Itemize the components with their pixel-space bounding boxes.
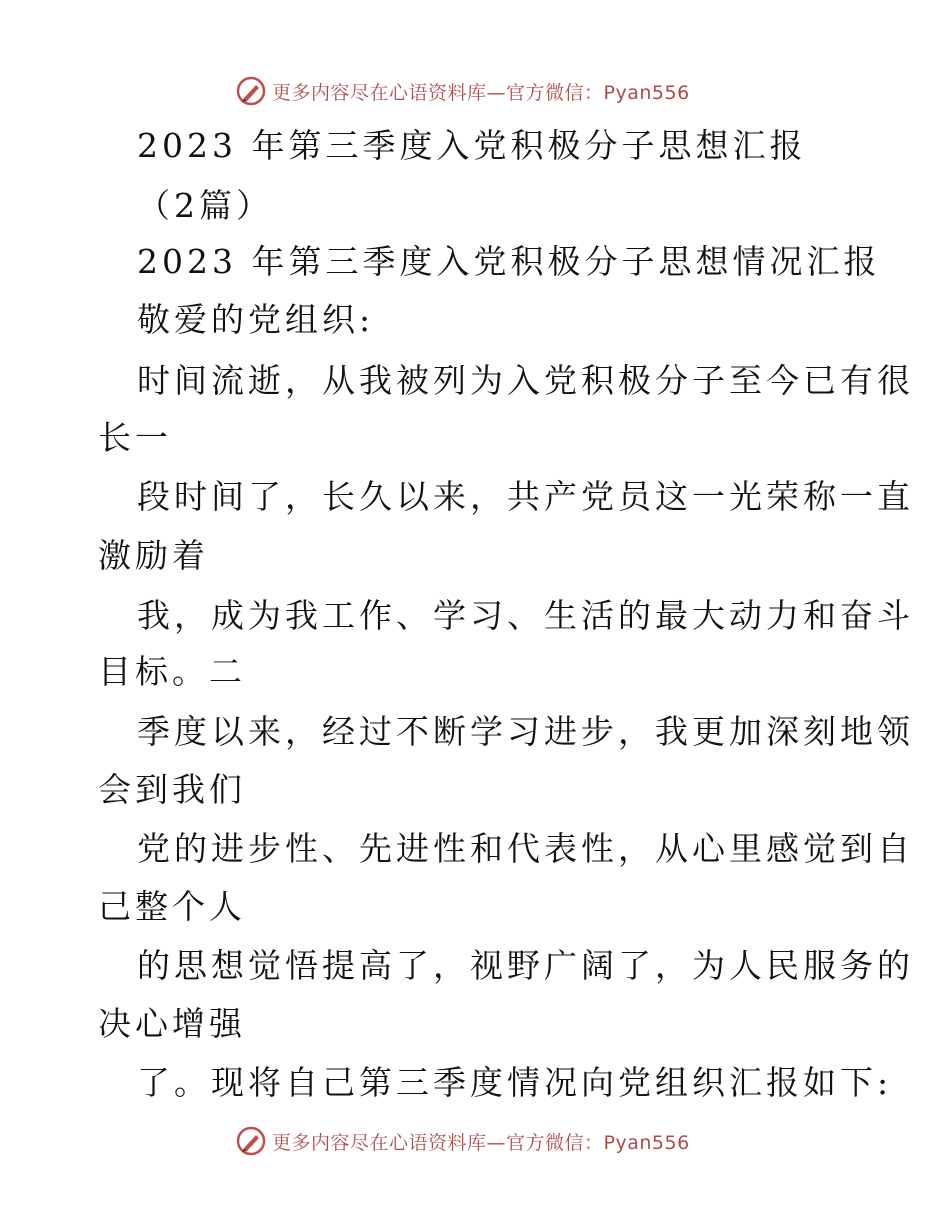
pen-logo-icon [236,1126,266,1156]
paragraph-line: 段时间了，长久以来，共产党员这一光荣称一直 [137,477,914,516]
doc-title: 2023 年第三季度入党积极分子思想汇报 [137,126,807,165]
doc-heading: 2023 年第三季度入党积极分子思想情况汇报 [137,242,881,281]
pen-logo-icon [236,76,266,106]
paragraph-line: 党的进步性、先进性和代表性，从心里感觉到自 [137,829,914,868]
footer-watermark [236,1124,690,1158]
paragraph-line: 决心增强 [98,1004,246,1043]
paragraph-line: 会到我们 [98,770,246,809]
header-watermark [236,74,690,108]
watermark-text: 更多内容尽在心语资料库—官方微信：Pyan556 [272,81,690,104]
paragraph-line: 的思想觉悟提高了，视野广阔了，为人民服务的 [137,946,914,985]
paragraph-line: 季度以来，经过不断学习进步，我更加深刻地领 [137,712,914,751]
paragraph-line: 长一 [98,418,172,457]
paragraph-line: 了。现将自己第三季度情况向党组织汇报如下: [137,1063,893,1102]
paragraph-line: 我，成为我工作、学习、生活的最大动力和奋斗 [137,596,914,635]
paragraph-line: 时间流逝，从我被列为入党积极分子至今已有很 [137,361,914,400]
salutation: 敬爱的党组织: [137,300,375,339]
doc-subtitle: （2篇） [137,186,273,225]
watermark-text: 更多内容尽在心语资料库—官方微信：Pyan556 [272,1131,690,1154]
paragraph-line: 激励着 [98,536,209,575]
paragraph-line: 目标。二 [98,652,246,691]
paragraph-line: 己整个人 [98,887,246,926]
